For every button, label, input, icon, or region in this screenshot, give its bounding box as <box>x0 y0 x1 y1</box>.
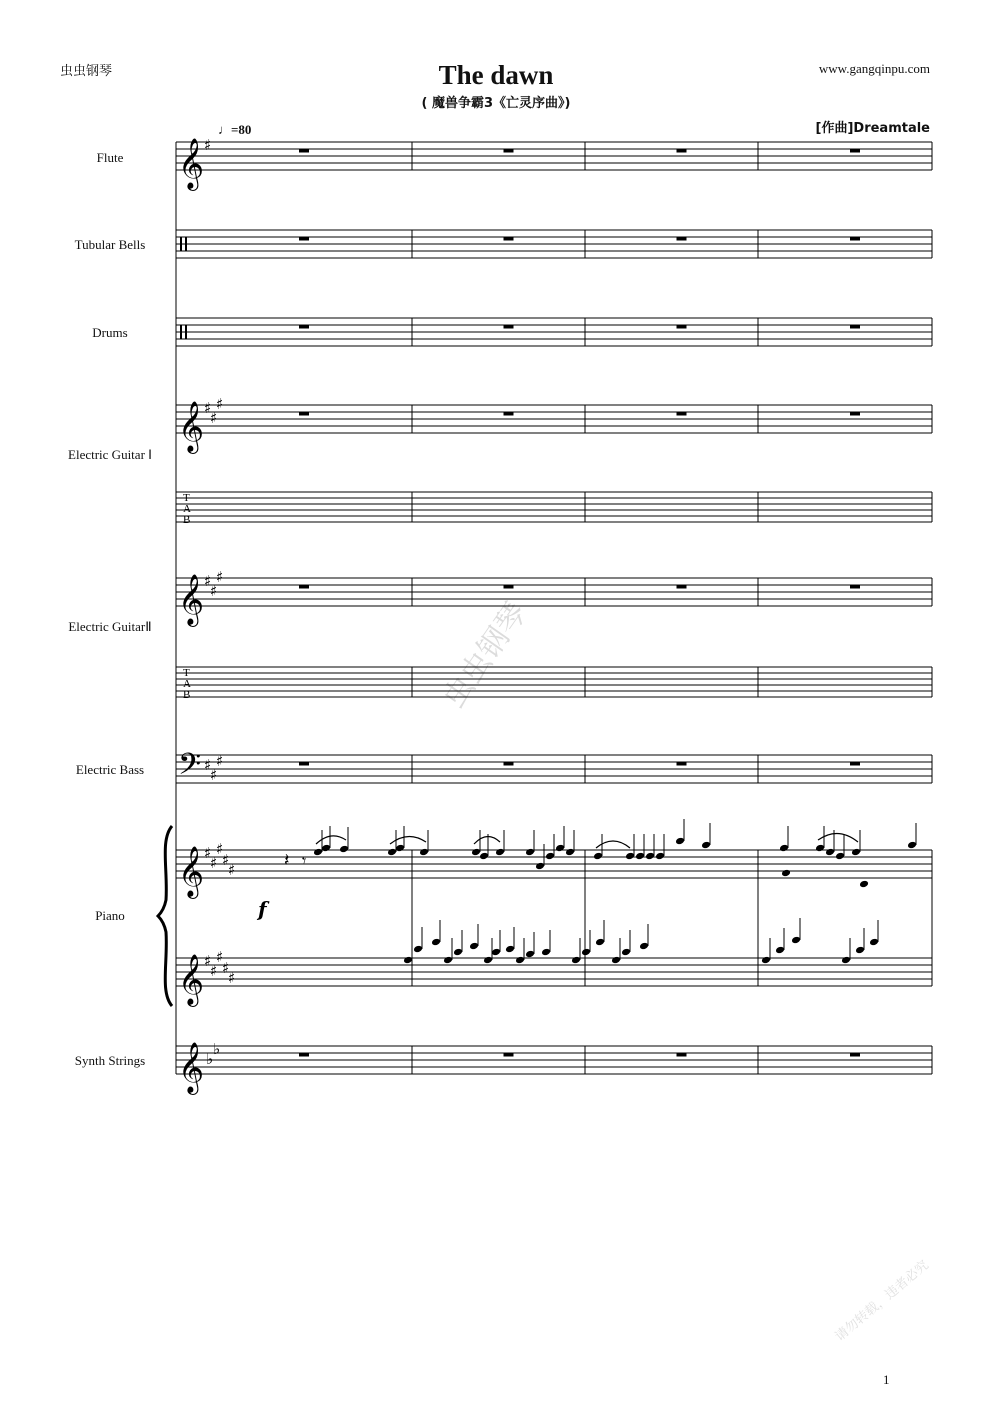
piano-right-hand-note <box>565 848 575 857</box>
piano-right-hand-note <box>701 841 711 850</box>
piano-left-hand-note <box>611 956 621 965</box>
watermark: 虫虫钢琴 <box>436 596 535 715</box>
piano-right-hand-note <box>635 852 645 861</box>
whole-rest <box>299 325 309 329</box>
whole-rest <box>677 585 687 589</box>
piano-right-hand-note <box>859 880 869 889</box>
whole-rest <box>504 762 514 766</box>
whole-rests <box>299 149 860 1057</box>
treble-clef: 𝄞 <box>178 401 205 452</box>
whole-rest <box>299 585 309 589</box>
piano-right-hand-note <box>907 841 917 850</box>
whole-rest <box>677 412 687 416</box>
whole-rest <box>850 762 860 766</box>
whole-rest <box>850 585 860 589</box>
whole-rest <box>504 412 514 416</box>
piano-right-hand-note <box>535 862 545 871</box>
piano-right-hand-note <box>313 848 323 857</box>
piano-left-hand-note <box>581 948 591 957</box>
percussion-clef <box>185 325 187 339</box>
piano-left-hand-note <box>541 948 551 957</box>
page-number: 1 <box>883 1372 890 1387</box>
whole-rest <box>504 149 514 153</box>
barlines <box>176 142 932 1074</box>
piano-left-hand-note <box>443 956 453 965</box>
instrument-label-electric-guitar-1: Electric Guitar Ⅰ <box>68 447 152 462</box>
piano-left-hand-note <box>855 946 865 955</box>
piano-right-hand-note <box>851 848 861 857</box>
piano-right-hand-note <box>675 837 685 846</box>
piano-left-hand-note <box>869 938 879 947</box>
treble-clef: 𝄞 <box>178 954 205 1005</box>
piano-notes <box>284 819 917 964</box>
tab-clef: T <box>183 492 190 504</box>
whole-rest <box>504 237 514 241</box>
whole-rest <box>299 1053 309 1057</box>
piano-left-hand-note <box>515 956 525 965</box>
piano-right-hand-note <box>815 844 825 853</box>
piano-left-hand-note <box>761 956 771 965</box>
piano-left-hand-note <box>525 950 535 959</box>
instrument-label-drums: Drums <box>92 325 128 340</box>
piano-left-hand-note <box>403 956 413 965</box>
piano-left-hand-note <box>621 948 631 957</box>
piano-right-hand-note <box>555 844 565 853</box>
whole-rest <box>850 412 860 416</box>
piano-right-hand-note <box>479 852 489 861</box>
whole-rest <box>677 1053 687 1057</box>
piano-right-hand-note <box>387 848 397 857</box>
percussion-clef <box>185 237 187 251</box>
instrument-label-tubular-bells: Tubular Bells <box>74 237 146 252</box>
slur <box>596 841 630 848</box>
piano-right-hand-note <box>625 852 635 861</box>
key-signature: ♯ <box>210 766 218 784</box>
treble-clef: 𝄞 <box>178 846 205 897</box>
percussion-clef <box>180 325 182 339</box>
piano-right-hand-note <box>471 848 481 857</box>
eighth-rest: 𝄾 <box>302 851 307 870</box>
treble-clef: 𝄞 <box>178 138 205 189</box>
piano-right-hand-note <box>835 852 845 861</box>
key-signature: ♯ <box>216 948 224 966</box>
key-signature: ♯ <box>216 568 224 586</box>
piano-right-hand-note <box>781 869 791 878</box>
piano-right-hand-note <box>779 844 789 853</box>
piano-left-hand-note <box>483 956 493 965</box>
whole-rest <box>299 412 309 416</box>
piano-right-hand-note <box>545 852 555 861</box>
tempo-marking: ♩=80 <box>218 122 252 137</box>
whole-rest <box>850 237 860 241</box>
whole-rest <box>299 149 309 153</box>
instrument-label-piano: Piano <box>95 908 125 923</box>
tab-clef: B <box>183 689 191 701</box>
piano-left-hand-note <box>639 942 649 951</box>
piano-right-hand-note <box>495 848 505 857</box>
piano-right-hand-note <box>525 848 535 857</box>
whole-rest <box>504 585 514 589</box>
staff-lines <box>176 142 932 1074</box>
key-signature: ♭ <box>206 1050 214 1068</box>
quarter-rest: 𝄽 <box>284 850 290 871</box>
piano-left-hand-note <box>413 945 423 954</box>
piano-left-hand-note <box>505 945 515 954</box>
key-signature: ♯ <box>222 959 230 977</box>
piano-left-hand-note <box>571 956 581 965</box>
whole-rest <box>677 149 687 153</box>
key-signature: ♯ <box>210 854 218 872</box>
instrument-label-electric-guitar-2: Electric GuitarⅡ <box>68 619 152 634</box>
key-signature: ♯ <box>222 851 230 869</box>
key-signature: ♯ <box>204 572 212 590</box>
slur <box>316 836 346 844</box>
key-signature: ♯ <box>216 840 224 858</box>
key-signature: ♯ <box>210 582 218 600</box>
key-signature: ♯ <box>204 844 212 862</box>
key-signature: ♯ <box>204 756 212 774</box>
piano-brace <box>158 826 172 1006</box>
piano-left-hand-note <box>791 936 801 945</box>
slur <box>474 836 500 844</box>
key-signature: ♯ <box>210 409 218 427</box>
site-url: www.gangqinpu.com <box>818 61 930 76</box>
key-signature: ♯ <box>228 969 236 987</box>
piano-left-hand-note <box>595 938 605 947</box>
percussion-clef <box>180 237 182 251</box>
whole-rest <box>850 1053 860 1057</box>
treble-clef: 𝄞 <box>178 574 205 625</box>
instrument-label-synth-strings: Synth Strings <box>74 1053 146 1068</box>
instrument-label-flute: Flute <box>96 150 124 165</box>
key-signature: ♯ <box>228 861 236 879</box>
piano-left-hand-note <box>453 948 463 957</box>
piano-right-hand-note <box>339 845 349 854</box>
whole-rest <box>504 325 514 329</box>
key-signature: ♯ <box>204 952 212 970</box>
bass-clef: 𝄢 <box>178 748 202 789</box>
clefs <box>178 136 235 1095</box>
whole-rest <box>677 762 687 766</box>
piano-right-hand-note <box>395 844 405 853</box>
whole-rest <box>504 1053 514 1057</box>
piano-left-hand-note <box>491 948 501 957</box>
key-signature: ♯ <box>216 395 224 413</box>
slur <box>390 836 426 844</box>
tab-clef: A <box>183 503 191 515</box>
whole-rest <box>850 325 860 329</box>
whole-rest <box>677 237 687 241</box>
dynamic-marking: f <box>258 897 267 921</box>
watermark-small: 请勿转载，违者必究 <box>832 1257 932 1345</box>
key-signature: ♯ <box>216 752 224 770</box>
piano-left-hand-note <box>431 938 441 947</box>
key-signature: ♯ <box>210 962 218 980</box>
piano-right-hand-note <box>419 848 429 857</box>
piano-right-hand-note <box>593 852 603 861</box>
piano-right-hand-note <box>655 852 665 861</box>
key-signature: ♯ <box>204 136 212 154</box>
instrument-label-electric-bass: Electric Bass <box>75 762 145 777</box>
page-title: The dawn <box>438 60 554 90</box>
key-signature: ♭ <box>213 1040 221 1058</box>
whole-rest <box>299 762 309 766</box>
piano-left-hand-note <box>841 956 851 965</box>
piano-right-hand-note <box>321 844 331 853</box>
tab-clef: T <box>183 667 190 679</box>
tab-clef: B <box>183 514 191 526</box>
piano-left-hand-note <box>775 946 785 955</box>
page-subtitle: ( 魔兽争霸3《亡灵序曲》) <box>421 96 571 111</box>
key-signature: ♯ <box>204 399 212 417</box>
composer-credit: [作曲]Dreamtale <box>815 121 930 136</box>
tab-clef: A <box>183 678 191 690</box>
site-name-left: 虫虫钢琴 <box>60 64 113 79</box>
piano-left-hand-note <box>469 942 479 951</box>
whole-rest <box>850 149 860 153</box>
piano-right-hand-note <box>645 852 655 861</box>
piano-right-hand-note <box>825 848 835 857</box>
treble-clef: 𝄞 <box>178 1042 205 1093</box>
whole-rest <box>677 325 687 329</box>
whole-rest <box>299 237 309 241</box>
